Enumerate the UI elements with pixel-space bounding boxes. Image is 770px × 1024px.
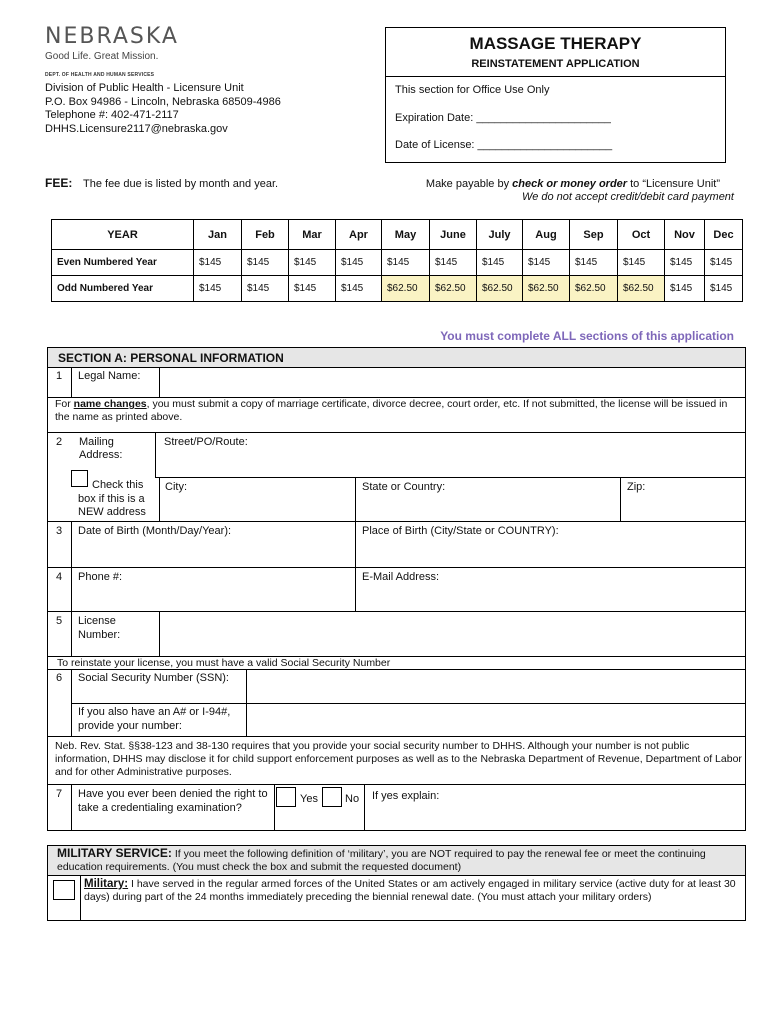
- phone-label: Phone #:: [78, 571, 123, 583]
- denied-question: Have you ever been denied the right to take a credentialing examination?: [78, 788, 268, 814]
- email-label: E-Mail Address:: [362, 571, 440, 583]
- license-number-label: License Number:: [78, 615, 121, 641]
- license-number-input[interactable]: [159, 611, 746, 656]
- item-number-7: 7: [56, 788, 63, 800]
- form-title-box: [385, 27, 726, 77]
- logo-tagline: Good Life. Great Mission.: [45, 51, 159, 62]
- nebraska-logo: NEBRASKA: [45, 24, 179, 49]
- street-input[interactable]: [156, 450, 745, 476]
- pob-label: Place of Birth (City/State or COUNTRY):: [362, 525, 559, 537]
- fee-label: FEE:: [45, 176, 73, 190]
- military-intro: MILITARY SERVICE: If you meet the following definition of ‘military’, you are NOT required to pay the renewal fee or meet the continuing education requirements. (You must check the box and submit the requested document): [57, 846, 706, 873]
- city-input[interactable]: [160, 494, 355, 520]
- item-number-3: 3: [56, 525, 63, 537]
- a-number-input[interactable]: [246, 703, 746, 736]
- dob-input[interactable]: [72, 539, 355, 566]
- ssn-input[interactable]: [246, 669, 746, 703]
- denied-no-label: No: [345, 793, 360, 805]
- ssn-statute-note: Neb. Rev. Stat. §§38-123 and 38-130 requires that you provide your social security number to DHHS. Although your number is not public information, DHHS may disclose it for child support enforcement purposes as well as to the Nebraska Department of Revenue, Department of Labor and for other Administrative purposes.: [55, 740, 742, 778]
- a-number-label: If you also have an A# or I-94#, provide your number:: [78, 706, 231, 732]
- zip-input[interactable]: [621, 494, 745, 520]
- item-number-6: 6: [56, 672, 63, 684]
- state-label: State or Country:: [362, 481, 446, 493]
- phone-input[interactable]: [72, 585, 355, 610]
- item-number-1: 1: [56, 370, 63, 382]
- denied-yes-label: Yes: [300, 793, 318, 805]
- office-use-box: [385, 75, 726, 163]
- section-a-title: SECTION A: PERSONAL INFORMATION: [58, 351, 284, 365]
- military-checkbox[interactable]: [53, 880, 75, 900]
- form-title: MASSAGE THERAPY: [469, 34, 642, 53]
- form-subtitle: REINSTATEMENT APPLICATION: [471, 58, 640, 70]
- explain-label: If yes explain:: [372, 790, 440, 802]
- payable-line: Make payable by check or money order to “Licensure Unit”: [425, 178, 720, 190]
- denied-yes-checkbox[interactable]: [276, 787, 296, 807]
- ssn-label: Social Security Number (SSN):: [78, 672, 229, 684]
- fee-table-header: YEAR Jan Feb Mar Apr May June July Aug Sep Oct Nov Dec: [52, 220, 743, 250]
- item-number-4: 4: [56, 571, 63, 583]
- street-label: Street/PO/Route:: [164, 436, 248, 448]
- legal-name-label: Legal Name:: [78, 370, 141, 382]
- explain-input[interactable]: [365, 804, 745, 830]
- item-number-2: 2: [56, 436, 63, 448]
- pob-input[interactable]: [356, 539, 745, 566]
- ssn-requirement-note: To reinstate your license, you must have a valid Social Security Number: [57, 657, 391, 669]
- fee-row-even: Even Numbered Year $145 $145 $145 $145 $145 $145 $145 $145 $145 $145 $145 $145: [52, 250, 743, 276]
- email-input[interactable]: [356, 585, 745, 610]
- denied-no-checkbox[interactable]: [322, 787, 342, 807]
- item-number-5: 5: [56, 615, 63, 627]
- legal-name-input[interactable]: [159, 367, 746, 397]
- no-card-note: We do not accept credit/debit card payment: [522, 191, 734, 203]
- zip-label: Zip:: [627, 481, 646, 493]
- fee-table: [51, 219, 743, 302]
- agency-address: Division of Public Health - Licensure Unit P.O. Box 94986 - Lincoln, Nebraska 68509-4986 Telephone #: 402-471-2117 DHHS.Licensure2117@nebraska.gov: [45, 82, 281, 135]
- fee-row-odd: Odd Numbered Year $145 $145 $145 $145 $62.50 $62.50 $62.50 $62.50 $62.50 $62.50 $145 $145: [52, 276, 743, 302]
- logo-department: DEPT. OF HEALTH AND HUMAN SERVICES: [45, 72, 155, 78]
- expiration-date-field: Expiration Date: ______________________: [395, 112, 611, 124]
- new-address-label: Check this box if this is a NEW address: [78, 479, 146, 518]
- must-complete-notice: You must complete ALL sections of this application: [440, 329, 734, 343]
- fee-text: The fee due is listed by month and year.: [83, 178, 279, 190]
- city-label: City:: [165, 481, 187, 493]
- dob-label: Date of Birth (Month/Day/Year):: [78, 525, 232, 537]
- military-definition: Military: I have served in the regular armed forces of the United States or am actively engaged in military service (active duty for at least 30 days) during part of the 24 months immediately preceding the biennial renewal date. (You must attach your military orders): [84, 878, 736, 903]
- name-change-note: For name changes, you must submit a copy of marriage certificate, divorce decree, court order, etc. If not submitted, the license will be issued in the name as printed above.: [55, 398, 728, 423]
- license-date-field: Date of License: ______________________: [395, 139, 613, 151]
- state-input[interactable]: [356, 494, 620, 520]
- mailing-address-label: Mailing Address:: [79, 436, 123, 461]
- office-use-label: This section for Office Use Only: [395, 84, 550, 96]
